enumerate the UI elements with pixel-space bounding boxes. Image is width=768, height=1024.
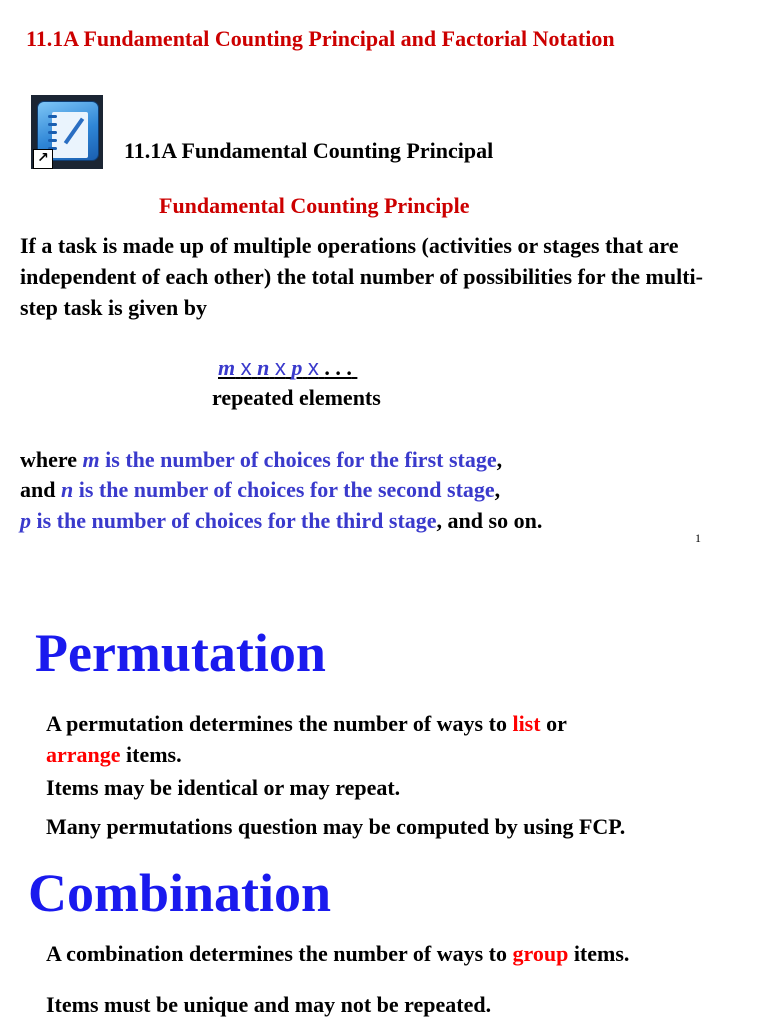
def-m-text: is the number of choices for the first stage	[99, 447, 497, 472]
def-n-var: n	[60, 477, 74, 502]
def-p-suffix: , and so on.	[436, 508, 543, 533]
comb-line1-before: A combination determines the number of ways to	[46, 941, 513, 966]
section-title: 11.1A Fundamental Counting Principal	[124, 138, 494, 163]
permutation-line-1	[46, 711, 567, 737]
definition-m	[20, 447, 502, 473]
def-n-text: is the number of choices for the second stage	[73, 477, 495, 502]
permutation-line-3: Items may be identical or may repeat.	[46, 775, 401, 800]
def-m-var: m	[82, 447, 100, 472]
permutation-line-2	[46, 742, 182, 768]
def-p-var: p	[20, 508, 31, 533]
combination-line-2: Items must be unique and may not be repeated.	[46, 992, 492, 1017]
definition-p	[20, 508, 542, 534]
comb-keyword-group: group	[512, 941, 569, 966]
formula-var-m: m	[218, 355, 236, 380]
principle-heading: Fundamental Counting Principle	[159, 193, 470, 218]
perm-line2-after: items.	[120, 742, 182, 767]
shortcut-arrow-icon: ↗	[33, 149, 53, 169]
definition-n	[20, 477, 500, 503]
formula-var-p: p	[291, 355, 303, 380]
perm-keyword-arrange: arrange	[46, 742, 121, 767]
slide-number: 1	[695, 531, 701, 545]
perm-keyword-list: list	[512, 711, 541, 736]
comb-line1-after: items.	[568, 941, 630, 966]
formula-times-2: x	[274, 355, 286, 380]
def-p-text: is the number of choices for the third stage	[31, 508, 437, 533]
principle-body: If a task is made up of multiple operations (activities or stages that are independent of each other) the total number of possibilities for the multi-step task is given by	[20, 233, 703, 320]
page-title: 11.1A Fundamental Counting Principal and Factorial Notation	[26, 26, 615, 51]
formula-times-1: x	[240, 355, 252, 380]
def-n-prefix: and	[20, 477, 61, 502]
combination-title: Combination	[28, 863, 332, 923]
perm-line1-after: or	[540, 711, 567, 736]
formula-times-3: x	[307, 355, 319, 380]
formula-ellipsis: . . .	[324, 355, 352, 380]
combination-line-1	[46, 941, 629, 967]
def-n-suffix: ,	[494, 477, 501, 502]
def-m-prefix: where	[20, 447, 83, 472]
permutation-line-4: Many permutations question may be computed by using FCP.	[46, 814, 626, 839]
formula-var-n: n	[257, 355, 270, 380]
perm-line1-before: A permutation determines the number of ways to	[46, 711, 513, 736]
counting-formula	[218, 355, 357, 381]
formula-caption: repeated elements	[212, 385, 381, 410]
notebook-shortcut-icon[interactable]	[31, 95, 103, 169]
permutation-title: Permutation	[35, 623, 326, 683]
def-m-suffix: ,	[496, 447, 503, 472]
